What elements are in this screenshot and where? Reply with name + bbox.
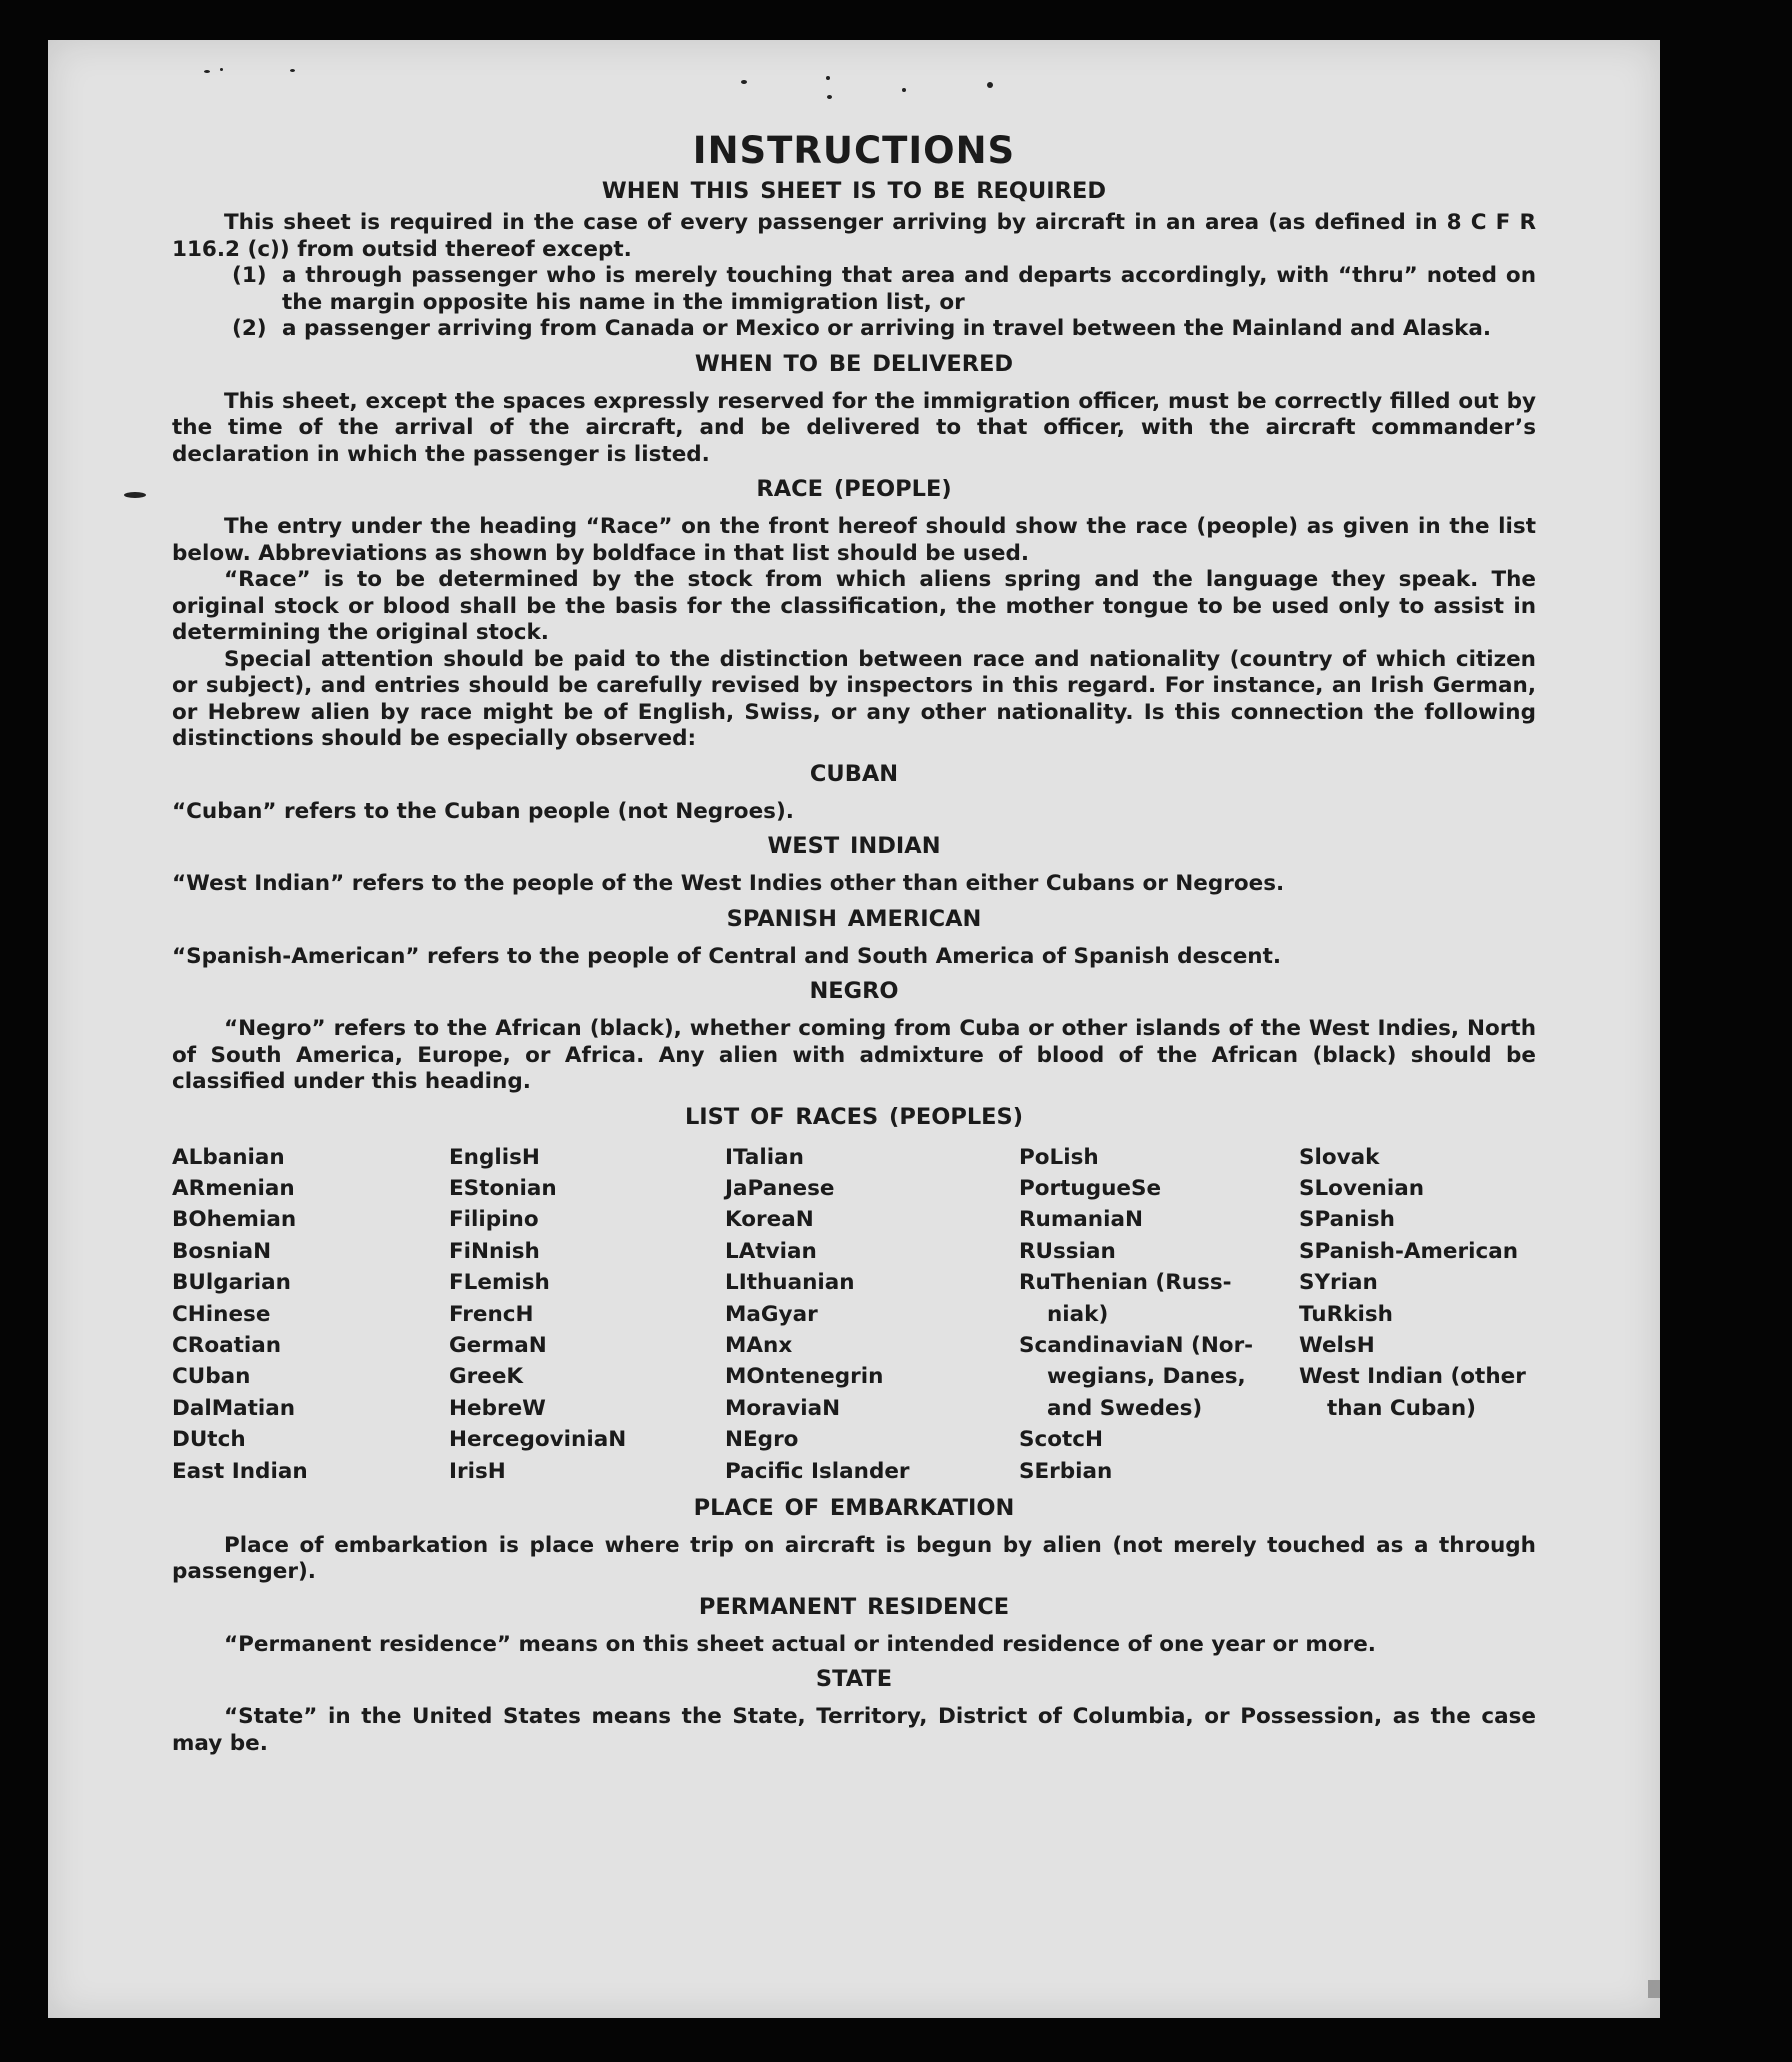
race-entry: Filipino <box>449 1207 539 1233</box>
state-text: “State” in the United States means the State, Territory, District of Columbia, or Possession, as the case may be. <box>172 1704 1536 1756</box>
race-entry: EnglisH <box>449 1144 540 1170</box>
race-entry: DalMatian <box>172 1395 296 1421</box>
race-entry: Pacific Islander <box>725 1458 910 1484</box>
document-content <box>172 128 1536 1757</box>
race-entry: JaPanese <box>725 1175 835 1201</box>
speck-mark <box>204 70 210 73</box>
race-entry-continuation: wegians, Danes, <box>1047 1364 1246 1390</box>
race-entry: HebreW <box>449 1395 546 1421</box>
race-entry: TuRkish <box>1299 1301 1393 1327</box>
race-entry: MAnx <box>725 1332 793 1358</box>
race-entry: SYrian <box>1299 1270 1378 1296</box>
exception-item <box>232 316 1536 343</box>
heading-west-indian: WEST INDIAN <box>767 833 941 859</box>
race-entry: HercegoviniaN <box>449 1427 627 1453</box>
race-paragraph: “Race” is to be determined by the stock from which aliens spring and the language they speak. The original stock or blood shall be the basis for the classification, the mother tongue to be used only to assist in determining the original stock. <box>172 567 1536 645</box>
race-entry: West Indian (other <box>1299 1364 1526 1390</box>
speck-mark <box>741 80 747 84</box>
heading-permanent-residence: PERMANENT RESIDENCE <box>698 1593 1010 1620</box>
race-entry: GreeK <box>449 1364 524 1390</box>
heading-list-of-races: LIST OF RACES (PEOPLES) <box>684 1103 1024 1130</box>
heading-embarkation: PLACE OF EMBARKATION <box>693 1494 1015 1521</box>
race-entry: SLovenian <box>1299 1175 1425 1201</box>
speck-mark <box>826 76 830 80</box>
exception-item <box>232 263 1536 316</box>
speck-mark <box>827 95 832 99</box>
heading-state: STATE <box>815 1666 893 1693</box>
permanent-residence-text: “Permanent residence” means on this sheet actual or intended residence of one year or more. <box>224 1631 1376 1657</box>
speck-mark <box>987 82 993 88</box>
exceptions-list <box>172 263 1536 343</box>
race-entry: SPanish <box>1299 1207 1395 1233</box>
race-entry: ITalian <box>725 1144 804 1170</box>
document-sheet <box>48 40 1660 2018</box>
race-entry: ScandinaviaN (Nor- <box>1019 1332 1254 1358</box>
race-entry-continuation: niak) <box>1047 1301 1109 1327</box>
when-delivered-text: This sheet, except the spaces expressly reserved for the immigration officer, must be correctly filled out by the time of the arrival of the aircraft, and be delivered to that officer, with the aircraft commander’s declaration in which the passenger is listed. <box>172 388 1536 467</box>
race-entry: GermaN <box>449 1332 547 1358</box>
document-title: INSTRUCTIONS <box>692 129 1016 172</box>
race-entry: NEgro <box>725 1427 799 1453</box>
race-entry: MOntenegrin <box>725 1364 884 1390</box>
race-entry: FiNnish <box>449 1238 540 1264</box>
heading-cuban: CUBAN <box>809 760 899 787</box>
races-column-5 <box>1299 1142 1536 1487</box>
race-entry-continuation: and Swedes) <box>1047 1395 1203 1421</box>
race-entry-continuation: than Cuban) <box>1327 1395 1476 1421</box>
race-paragraph: The entry under the heading “Race” on the front hereof should show the race (people) as given in the list below. Abbreviations as shown by boldface in that list should be used. <box>172 514 1536 566</box>
race-entry: ARmenian <box>172 1175 295 1201</box>
exception-number: (2) <box>232 316 267 341</box>
race-entry: FLemish <box>449 1270 550 1296</box>
embarkation-text: Place of embarkation is place where trip on aircraft is begun by alien (not merely touched as a through passenger). <box>172 1532 1536 1585</box>
races-column-2 <box>449 1142 725 1487</box>
speck-mark <box>290 69 295 72</box>
race-entry: RUssian <box>1019 1238 1116 1264</box>
race-entry: LIthuanian <box>725 1270 855 1296</box>
race-entry: EStonian <box>449 1175 557 1201</box>
race-entry: East Indian <box>172 1458 308 1484</box>
race-entry: KoreaN <box>725 1207 814 1233</box>
race-entry: CUban <box>172 1364 251 1390</box>
when-required-intro: This sheet is required in the case of every passenger arriving by aircraft in an area (as defined in 8 C F R 116.2 (c)) from outsid thereof except. <box>172 210 1536 262</box>
negro-text: “Negro” refers to the African (black), whether coming from Cuba or other islands of the West Indies, North of South America, Europe, or Africa. Any alien with admixture of blood of the African (black) should be classified under this heading. <box>172 1016 1536 1094</box>
race-entry: FrencH <box>449 1301 534 1327</box>
race-entry: ALbanian <box>172 1144 285 1170</box>
heading-when-required: WHEN THIS SHEET IS TO BE REQUIRED <box>601 178 1107 204</box>
race-entry: RuThenian (Russ- <box>1019 1270 1232 1296</box>
race-entry: BosniaN <box>172 1238 272 1264</box>
speck-mark <box>124 492 146 498</box>
race-entry: BUlgarian <box>172 1270 291 1296</box>
race-entry: CRoatian <box>172 1332 282 1358</box>
exception-number: (1) <box>232 263 267 288</box>
cuban-text: “Cuban” refers to the Cuban people (not Negroes). <box>172 798 794 824</box>
race-entry: PortugueSe <box>1019 1175 1162 1201</box>
race-entry: CHinese <box>172 1301 271 1327</box>
race-entry: ScotcH <box>1019 1427 1104 1453</box>
heading-negro: NEGRO <box>809 978 899 1004</box>
race-entry: DUtch <box>172 1427 246 1453</box>
exception-text: a through passenger who is merely touching that area and departs accordingly, with “thru” noted on the margin opposite his name in the immigration list, or <box>282 263 1536 315</box>
race-entry: SErbian <box>1019 1458 1113 1484</box>
spanish-american-text: “Spanish-American” refers to the people of Central and South America of Spanish descent. <box>172 943 1282 969</box>
races-list <box>172 1142 1536 1487</box>
race-entry: Slovak <box>1299 1144 1380 1170</box>
races-column-1 <box>172 1142 449 1487</box>
race-entry: WelsH <box>1299 1332 1375 1358</box>
heading-when-delivered: WHEN TO BE DELIVERED <box>694 350 1014 377</box>
races-column-4 <box>1019 1142 1299 1487</box>
west-indian-text: “West Indian” refers to the people of the West Indies other than either Cubans or Negroes. <box>172 871 1285 896</box>
races-column-3 <box>725 1142 1019 1487</box>
exception-text: a passenger arriving from Canada or Mexico or arriving in travel between the Mainland and Alaska. <box>282 316 1492 341</box>
race-entry: MoraviaN <box>725 1395 841 1421</box>
heading-spanish-american: SPANISH AMERICAN <box>726 905 982 932</box>
race-entry: MaGyar <box>725 1301 818 1327</box>
heading-race: RACE (PEOPLE) <box>756 476 952 502</box>
speck-mark <box>220 68 223 71</box>
race-entry: RumaniaN <box>1019 1207 1143 1233</box>
race-paragraph: Special attention should be paid to the distinction between race and nationality (country of which citizen or subject), and entries should be carefully revised by inspectors in this regard. For instance, an Irish German, or Hebrew alien by race might be of English, Swiss, or any other nationality. Is this connection the following distinctions should be especially observed: <box>172 646 1536 751</box>
speck-mark <box>902 88 906 92</box>
race-entry: BOhemian <box>172 1207 297 1233</box>
race-entry: IrisH <box>449 1458 506 1484</box>
page-corner-fold <box>1648 1980 1660 1998</box>
race-entry: SPanish-American <box>1299 1238 1519 1264</box>
race-entry: PoLish <box>1019 1144 1099 1170</box>
race-entry: LAtvian <box>725 1238 817 1264</box>
